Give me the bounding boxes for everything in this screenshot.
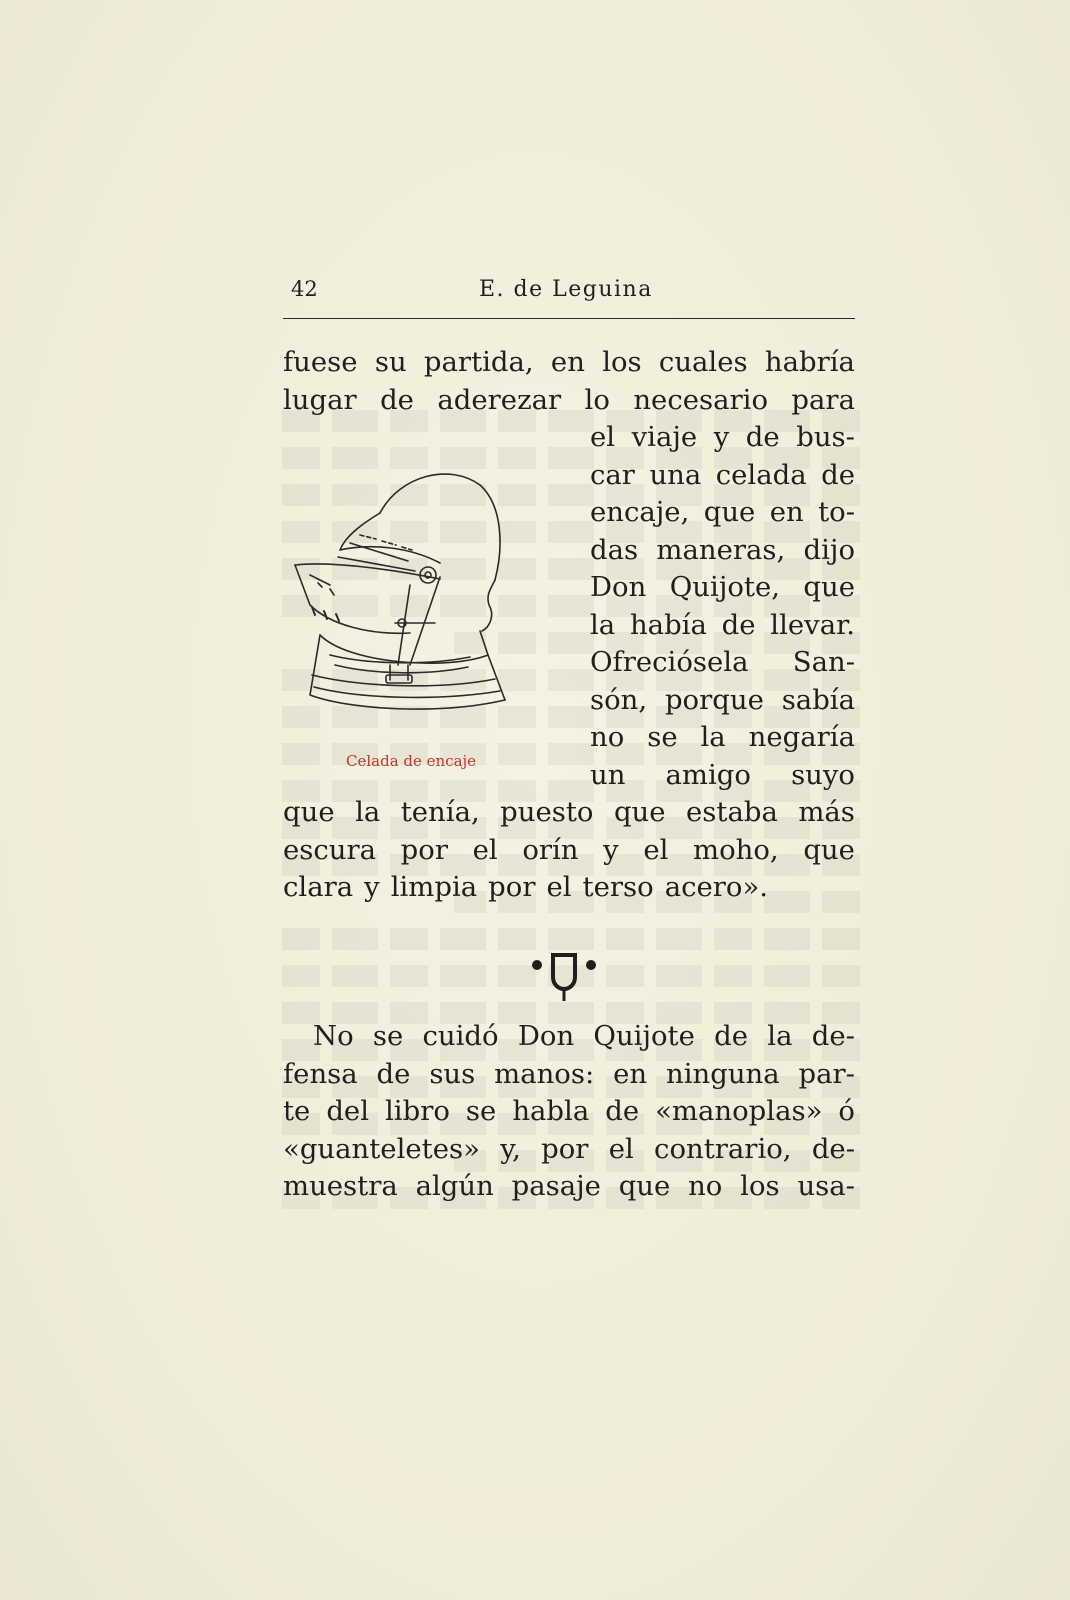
- word: y: [364, 871, 380, 903]
- word: los: [740, 1170, 780, 1202]
- word: «manoplas»: [655, 1095, 823, 1127]
- word: partida,: [423, 346, 534, 378]
- word: das: [590, 534, 639, 566]
- word: lugar: [283, 384, 357, 416]
- text-line: [590, 759, 855, 797]
- page-header: [291, 277, 855, 307]
- word: contrario,: [654, 1133, 792, 1165]
- word: són,: [590, 684, 648, 716]
- text-line: [283, 871, 855, 909]
- word: ó: [838, 1095, 855, 1127]
- word: en: [769, 496, 804, 528]
- word: el: [608, 1133, 634, 1165]
- word: del: [326, 1095, 370, 1127]
- word: el: [590, 421, 616, 453]
- word: de: [380, 384, 414, 416]
- word: par-: [798, 1058, 855, 1090]
- word: te: [283, 1095, 311, 1127]
- word: en: [550, 346, 585, 378]
- word: lo: [584, 384, 610, 416]
- text-line: [590, 421, 855, 459]
- section-ornament-icon: [529, 951, 599, 1003]
- word: había: [629, 609, 707, 641]
- word: cuidó: [422, 1020, 499, 1052]
- word: No: [313, 1020, 354, 1052]
- word: Don: [590, 571, 647, 603]
- text-line: [590, 609, 855, 647]
- text-line: [283, 1133, 855, 1171]
- word: porque: [664, 684, 764, 716]
- word: celada: [715, 459, 807, 491]
- text-line: [590, 721, 855, 759]
- word: car: [590, 459, 635, 491]
- word: Ofreciósela: [590, 646, 749, 678]
- word: acero».: [664, 871, 769, 903]
- text-line: [590, 571, 855, 609]
- word: por: [400, 834, 448, 866]
- text-line: [590, 496, 855, 534]
- word: estaba: [686, 796, 778, 828]
- bleed-through-line: [280, 928, 860, 950]
- word: dijo: [803, 534, 855, 566]
- word: de-: [811, 1133, 855, 1165]
- text-line: [283, 1058, 855, 1096]
- text-line: [283, 346, 855, 384]
- word: orín: [522, 834, 579, 866]
- word: fuese: [283, 346, 358, 378]
- word: que: [803, 571, 855, 603]
- word: su: [374, 346, 407, 378]
- word: la: [767, 1020, 793, 1052]
- word: muestra: [283, 1170, 398, 1202]
- word: de: [721, 609, 756, 641]
- word: el: [472, 834, 498, 866]
- word: que: [618, 1170, 671, 1202]
- word: viaje: [631, 421, 698, 453]
- word: no: [688, 1170, 723, 1202]
- word: Don: [517, 1020, 575, 1052]
- text-line: [283, 834, 855, 872]
- word: San-: [792, 646, 855, 678]
- word: Quijote: [593, 1020, 695, 1052]
- word: el: [643, 834, 669, 866]
- word: llevar.: [770, 609, 855, 641]
- word: ninguna: [666, 1058, 780, 1090]
- word: cuales: [658, 346, 748, 378]
- word: moho,: [693, 834, 779, 866]
- helmet-icon: [290, 465, 520, 740]
- word: que: [803, 834, 855, 866]
- word: de: [605, 1095, 640, 1127]
- word: que: [283, 796, 335, 828]
- word: que: [703, 496, 756, 528]
- word: habla: [512, 1095, 590, 1127]
- figure-caption: Celada de encaje: [346, 752, 477, 770]
- word: terso: [582, 871, 654, 903]
- word: una: [649, 459, 702, 491]
- word: pasaje: [511, 1170, 601, 1202]
- word: se: [647, 721, 678, 753]
- word: to-: [818, 496, 855, 528]
- word: libro: [385, 1095, 450, 1127]
- word: necesario: [633, 384, 768, 416]
- word: por: [541, 1133, 589, 1165]
- text-line: [313, 1020, 855, 1058]
- word: suyo: [791, 759, 855, 791]
- text-line: [283, 1170, 855, 1208]
- word: Quijote,: [669, 571, 780, 603]
- word: clara: [283, 871, 354, 903]
- word: de: [745, 421, 780, 453]
- word: sus: [429, 1058, 476, 1090]
- word: se: [465, 1095, 497, 1127]
- word: tenía,: [400, 796, 480, 828]
- word: puesto: [500, 796, 594, 828]
- text-line: [590, 646, 855, 684]
- word: negaría: [748, 721, 855, 753]
- word: no: [590, 721, 625, 753]
- word: manos:: [494, 1058, 595, 1090]
- header-rule: [283, 318, 855, 319]
- text-line: [590, 534, 855, 572]
- word: y,: [500, 1133, 521, 1165]
- word: la: [590, 609, 616, 641]
- word: de: [714, 1020, 749, 1052]
- word: se: [372, 1020, 404, 1052]
- word: en: [613, 1058, 648, 1090]
- word: la: [355, 796, 381, 828]
- word: de: [821, 459, 855, 491]
- word: por: [488, 871, 536, 903]
- text-line: [283, 796, 855, 834]
- word: y: [603, 834, 619, 866]
- word: limpia: [390, 871, 478, 903]
- word: que: [613, 796, 666, 828]
- word: fensa: [283, 1058, 358, 1090]
- text-line: [590, 459, 855, 497]
- word: amigo: [665, 759, 751, 791]
- word: para: [791, 384, 855, 416]
- text-line: [283, 1095, 855, 1133]
- word: de: [376, 1058, 411, 1090]
- running-head: E. de Leguina: [479, 277, 653, 302]
- word: el: [546, 871, 572, 903]
- word: usa-: [797, 1170, 855, 1202]
- word: habría: [764, 346, 855, 378]
- word: la: [700, 721, 726, 753]
- word: de-: [811, 1020, 855, 1052]
- word: escura: [283, 834, 377, 866]
- word: sabía: [781, 684, 855, 716]
- word: encaje,: [590, 496, 690, 528]
- text-line: [283, 384, 855, 422]
- word: aderezar: [437, 384, 562, 416]
- word: los: [602, 346, 642, 378]
- word: y: [713, 421, 730, 453]
- word: un: [590, 759, 626, 791]
- word: «guanteletes»: [283, 1133, 480, 1165]
- word: bus-: [796, 421, 855, 453]
- page-number: 42: [291, 277, 318, 301]
- word: más: [798, 796, 855, 828]
- word: algún: [415, 1170, 494, 1202]
- text-line: [590, 684, 855, 722]
- word: maneras,: [656, 534, 786, 566]
